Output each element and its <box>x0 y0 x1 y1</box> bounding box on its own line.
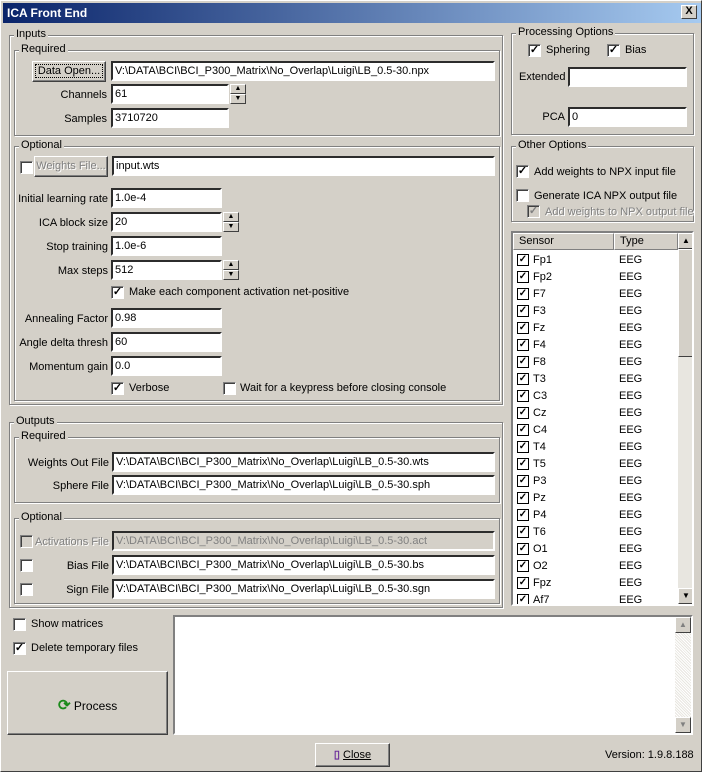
sensor-row[interactable] <box>513 422 678 439</box>
sensor-row[interactable] <box>513 388 678 405</box>
sensor-name: Pz <box>533 492 546 504</box>
sign-file-input[interactable]: V:\DATA\BCI\BCI_P300_Matrix\No_Overlap\Luigi\LB_0.5-30.sgn <box>112 579 495 599</box>
sensor-name: O1 <box>533 543 548 555</box>
sensor-type: EEG <box>619 509 643 521</box>
net-positive-label: Make each component activation net-positive <box>129 286 350 298</box>
spin-down-icon[interactable]: ▼ <box>223 222 239 232</box>
sensor-list-scrollbar[interactable] <box>678 233 694 604</box>
add-weights-npx-label: Add weights to NPX input file <box>534 166 676 178</box>
annealing-label: Annealing Factor <box>24 313 108 325</box>
sensor-row[interactable] <box>513 286 678 303</box>
sensor-checkbox[interactable]: ✓ <box>518 254 528 265</box>
angle-input[interactable]: 60 <box>111 332 222 352</box>
sensor-type: EEG <box>619 288 643 300</box>
sensor-row[interactable] <box>513 405 678 422</box>
sensor-row[interactable] <box>513 490 678 507</box>
sensor-checkbox[interactable]: ✓ <box>518 407 528 418</box>
spin-up-icon[interactable]: ▲ <box>230 84 246 94</box>
stop-training-input[interactable]: 1.0e-6 <box>111 236 222 256</box>
sensor-row[interactable] <box>513 320 678 337</box>
sensor-row[interactable] <box>513 371 678 388</box>
pca-input[interactable]: 0 <box>568 107 687 127</box>
version-text: Version: 1.9.8.188 <box>605 749 694 761</box>
sensor-type: EEG <box>619 254 643 266</box>
spin-up-icon[interactable]: ▲ <box>223 212 239 222</box>
sensor-row[interactable] <box>513 558 678 575</box>
extended-label: Extended <box>519 71 566 83</box>
delete-temp-label: Delete temporary files <box>31 642 138 654</box>
block-size-label: ICA block size <box>38 217 108 229</box>
sensor-row[interactable] <box>513 592 678 606</box>
max-steps-input[interactable]: 512 <box>111 260 222 280</box>
sensor-type: EEG <box>619 407 643 419</box>
sensor-name: Fpz <box>533 577 552 589</box>
sensor-checkbox[interactable]: ✓ <box>518 492 528 503</box>
generate-npx-label: Generate ICA NPX output file <box>534 190 678 202</box>
pca-label: PCA <box>542 111 565 123</box>
sensor-row[interactable] <box>513 507 678 524</box>
annealing-input[interactable]: 0.98 <box>111 308 222 328</box>
sphering-checkbox[interactable]: ✓ <box>529 44 540 56</box>
bias-file-input[interactable]: V:\DATA\BCI\BCI_P300_Matrix\No_Overlap\Luigi\LB_0.5-30.bs <box>112 555 495 575</box>
extended-input[interactable] <box>568 67 687 87</box>
sensor-checkbox[interactable]: ✓ <box>518 560 528 571</box>
sensor-name: T6 <box>533 526 546 538</box>
block-size-spinner[interactable] <box>223 212 239 232</box>
refresh-icon: ⟳ <box>58 697 71 714</box>
initial-lr-input[interactable]: 1.0e-4 <box>111 188 222 208</box>
sensor-checkbox[interactable]: ✓ <box>518 543 528 554</box>
sensor-row[interactable] <box>513 456 678 473</box>
sensor-checkbox[interactable]: ✓ <box>518 339 528 350</box>
door-icon: ▯ <box>333 749 340 761</box>
sensor-type: EEG <box>619 305 643 317</box>
sensor-name: P3 <box>533 475 547 487</box>
sensor-checkbox[interactable]: ✓ <box>518 424 528 435</box>
console-output[interactable] <box>173 615 693 735</box>
weights-out-label: Weights Out File <box>27 457 109 469</box>
process-button[interactable] <box>7 671 168 735</box>
sensor-name: O2 <box>533 560 548 572</box>
spin-down-icon[interactable]: ▼ <box>230 94 246 104</box>
weights-out-input[interactable]: V:\DATA\BCI\BCI_P300_Matrix\No_Overlap\Luigi\LB_0.5-30.wts <box>112 452 495 472</box>
sensor-checkbox[interactable]: ✓ <box>518 305 528 316</box>
sensor-row[interactable] <box>513 541 678 558</box>
bias-checkbox[interactable]: ✓ <box>608 44 619 56</box>
sensor-name: Cz <box>533 407 547 419</box>
sensor-name: T3 <box>533 373 546 385</box>
close-label: Close <box>343 749 372 761</box>
sensor-type: EEG <box>619 356 643 368</box>
sensor-name: F4 <box>533 339 546 351</box>
add-weights-out-checkbox[interactable]: ✓ <box>528 205 539 217</box>
sensor-list <box>511 231 694 606</box>
inputs-group-title: Inputs <box>16 28 46 40</box>
channels-label: Channels <box>60 89 107 101</box>
outputs-group-title: Outputs <box>16 415 55 427</box>
activations-checkbox[interactable] <box>20 535 33 548</box>
console-scroll-down-icon[interactable]: ▼ <box>675 717 691 733</box>
console-scrollbar[interactable] <box>675 617 691 733</box>
sensor-type: EEG <box>619 373 643 385</box>
other-options-title: Other Options <box>518 139 587 151</box>
spin-up-icon[interactable]: ▲ <box>223 260 239 270</box>
sensor-row[interactable] <box>513 473 678 490</box>
sensor-name: F8 <box>533 356 546 368</box>
sensor-type: EEG <box>619 560 643 572</box>
activations-label: Activations File <box>35 536 109 548</box>
sensor-type: EEG <box>619 492 643 504</box>
sensor-type: EEG <box>619 441 643 453</box>
sensor-checkbox[interactable]: ✓ <box>518 577 528 588</box>
sign-file-label: Sign File <box>66 584 109 596</box>
data-open-button[interactable] <box>32 61 106 82</box>
add-weights-out-label: Add weights to NPX output file <box>545 206 694 218</box>
sensor-name: T5 <box>533 458 546 470</box>
data-path-input[interactable]: V:\DATA\BCI\BCI_P300_Matrix\No_Overlap\Luigi\LB_0.5-30.npx <box>111 61 495 81</box>
close-window-icon[interactable]: X <box>681 5 697 19</box>
channels-input[interactable]: 61 <box>111 84 229 104</box>
max-steps-label: Max steps <box>57 265 108 277</box>
sensor-type: EEG <box>619 339 643 351</box>
bias-file-checkbox[interactable] <box>20 559 33 572</box>
outputs-optional-title: Optional <box>21 511 62 523</box>
sign-file-checkbox[interactable] <box>20 583 33 596</box>
show-matrices-label: Show matrices <box>31 618 104 630</box>
sensor-row[interactable] <box>513 575 678 592</box>
verbose-checkbox[interactable]: ✓ <box>112 382 123 394</box>
sensor-name: Fz <box>533 322 546 334</box>
sensor-row[interactable] <box>513 252 678 269</box>
sensor-type: EEG <box>619 271 643 283</box>
sphere-file-label: Sphere File <box>52 480 109 492</box>
bias-label: Bias <box>625 44 647 56</box>
sensor-type: EEG <box>619 475 643 487</box>
sensor-checkbox[interactable]: ✓ <box>518 475 528 486</box>
sensor-name: F7 <box>533 288 546 300</box>
sensor-checkbox[interactable]: ✓ <box>518 356 528 367</box>
sensor-checkbox[interactable]: ✓ <box>518 271 528 282</box>
sensor-type: EEG <box>619 390 643 402</box>
sensor-type: EEG <box>619 577 643 589</box>
window-title: ICA Front End <box>7 6 88 20</box>
sensor-type: EEG <box>619 424 643 436</box>
sensor-checkbox[interactable]: ✓ <box>518 441 528 452</box>
process-button-content <box>58 696 117 714</box>
wait-keypress-label: Wait for a keypress before closing console <box>240 382 447 394</box>
show-matrices-checkbox[interactable] <box>13 618 26 631</box>
weights-file-button[interactable]: Weights File... <box>34 156 108 177</box>
console-scroll-up-icon[interactable]: ▲ <box>675 617 691 633</box>
sensor-row[interactable] <box>513 337 678 354</box>
sphere-file-input[interactable]: V:\DATA\BCI\BCI_P300_Matrix\No_Overlap\Luigi\LB_0.5-30.sph <box>112 475 495 495</box>
data-open-label: Data Open... <box>35 64 103 78</box>
angle-label: Angle delta thresh <box>19 337 108 349</box>
sensor-name: Af7 <box>533 594 550 606</box>
sensor-type: EEG <box>619 543 643 555</box>
sensor-row[interactable] <box>513 354 678 371</box>
net-positive-checkbox[interactable]: ✓ <box>112 286 123 298</box>
bias-file-label: Bias File <box>66 560 109 572</box>
scroll-thumb[interactable] <box>678 249 694 357</box>
scroll-up-icon[interactable]: ▲ <box>678 233 694 249</box>
sensor-name: C3 <box>533 390 548 402</box>
sensor-type: EEG <box>619 594 643 606</box>
sphering-label: Sphering <box>546 44 591 56</box>
sensor-name: F3 <box>533 305 546 317</box>
sensor-checkbox[interactable]: ✓ <box>518 322 528 333</box>
sensor-row[interactable] <box>513 439 678 456</box>
activations-input[interactable]: V:\DATA\BCI\BCI_P300_Matrix\No_Overlap\Luigi\LB_0.5-30.act <box>112 531 495 551</box>
scroll-down-icon[interactable]: ▼ <box>678 588 694 604</box>
outputs-required-title: Required <box>21 430 66 442</box>
sensor-type: EEG <box>619 458 643 470</box>
sensor-type: EEG <box>619 526 643 538</box>
sensor-name: Fp1 <box>533 254 552 266</box>
channels-spinner[interactable] <box>230 84 246 104</box>
sensor-name: T4 <box>533 441 546 453</box>
sensor-type: EEG <box>619 322 643 334</box>
process-label: Process <box>73 699 118 713</box>
type-column-header[interactable]: Type <box>614 233 678 250</box>
sensor-row[interactable] <box>513 269 678 286</box>
sensor-column-header[interactable]: Sensor <box>513 233 614 250</box>
samples-label: Samples <box>64 113 107 125</box>
processing-options-title: Processing Options <box>518 26 614 38</box>
sensor-checkbox[interactable]: ✓ <box>518 373 528 384</box>
inputs-required-title: Required <box>21 43 66 55</box>
initial-lr-label: Initial learning rate <box>18 193 108 205</box>
weights-file-checkbox[interactable] <box>20 161 33 174</box>
sensor-name: P4 <box>533 509 547 521</box>
momentum-label: Momentum gain <box>29 361 108 373</box>
add-weights-npx-checkbox[interactable]: ✓ <box>517 165 528 177</box>
stop-training-label: Stop training <box>46 241 108 253</box>
sensor-checkbox[interactable]: ✓ <box>518 594 528 605</box>
verbose-label: Verbose <box>129 382 170 394</box>
sensor-checkbox[interactable]: ✓ <box>518 526 528 537</box>
sensor-checkbox[interactable]: ✓ <box>518 288 528 299</box>
title-bar <box>3 3 701 23</box>
block-size-input[interactable]: 20 <box>111 212 222 232</box>
weights-file-input[interactable]: input.wts <box>112 156 495 176</box>
sensor-row[interactable] <box>513 524 678 541</box>
sensor-name: Fp2 <box>533 271 552 283</box>
inputs-optional-title: Optional <box>21 139 62 151</box>
wait-keypress-checkbox[interactable] <box>223 382 236 395</box>
sensor-checkbox[interactable]: ✓ <box>518 509 528 520</box>
sensor-checkbox[interactable]: ✓ <box>518 458 528 469</box>
generate-npx-checkbox[interactable] <box>516 189 529 202</box>
close-button[interactable] <box>315 743 390 767</box>
delete-temp-checkbox[interactable]: ✓ <box>14 642 25 654</box>
samples-input[interactable]: 3710720 <box>111 108 229 128</box>
momentum-input[interactable]: 0.0 <box>111 356 222 376</box>
spin-down-icon[interactable]: ▼ <box>223 270 239 280</box>
sensor-row[interactable] <box>513 303 678 320</box>
max-steps-spinner[interactable] <box>223 260 239 280</box>
sensor-name: C4 <box>533 424 548 436</box>
sensor-checkbox[interactable]: ✓ <box>518 390 528 401</box>
